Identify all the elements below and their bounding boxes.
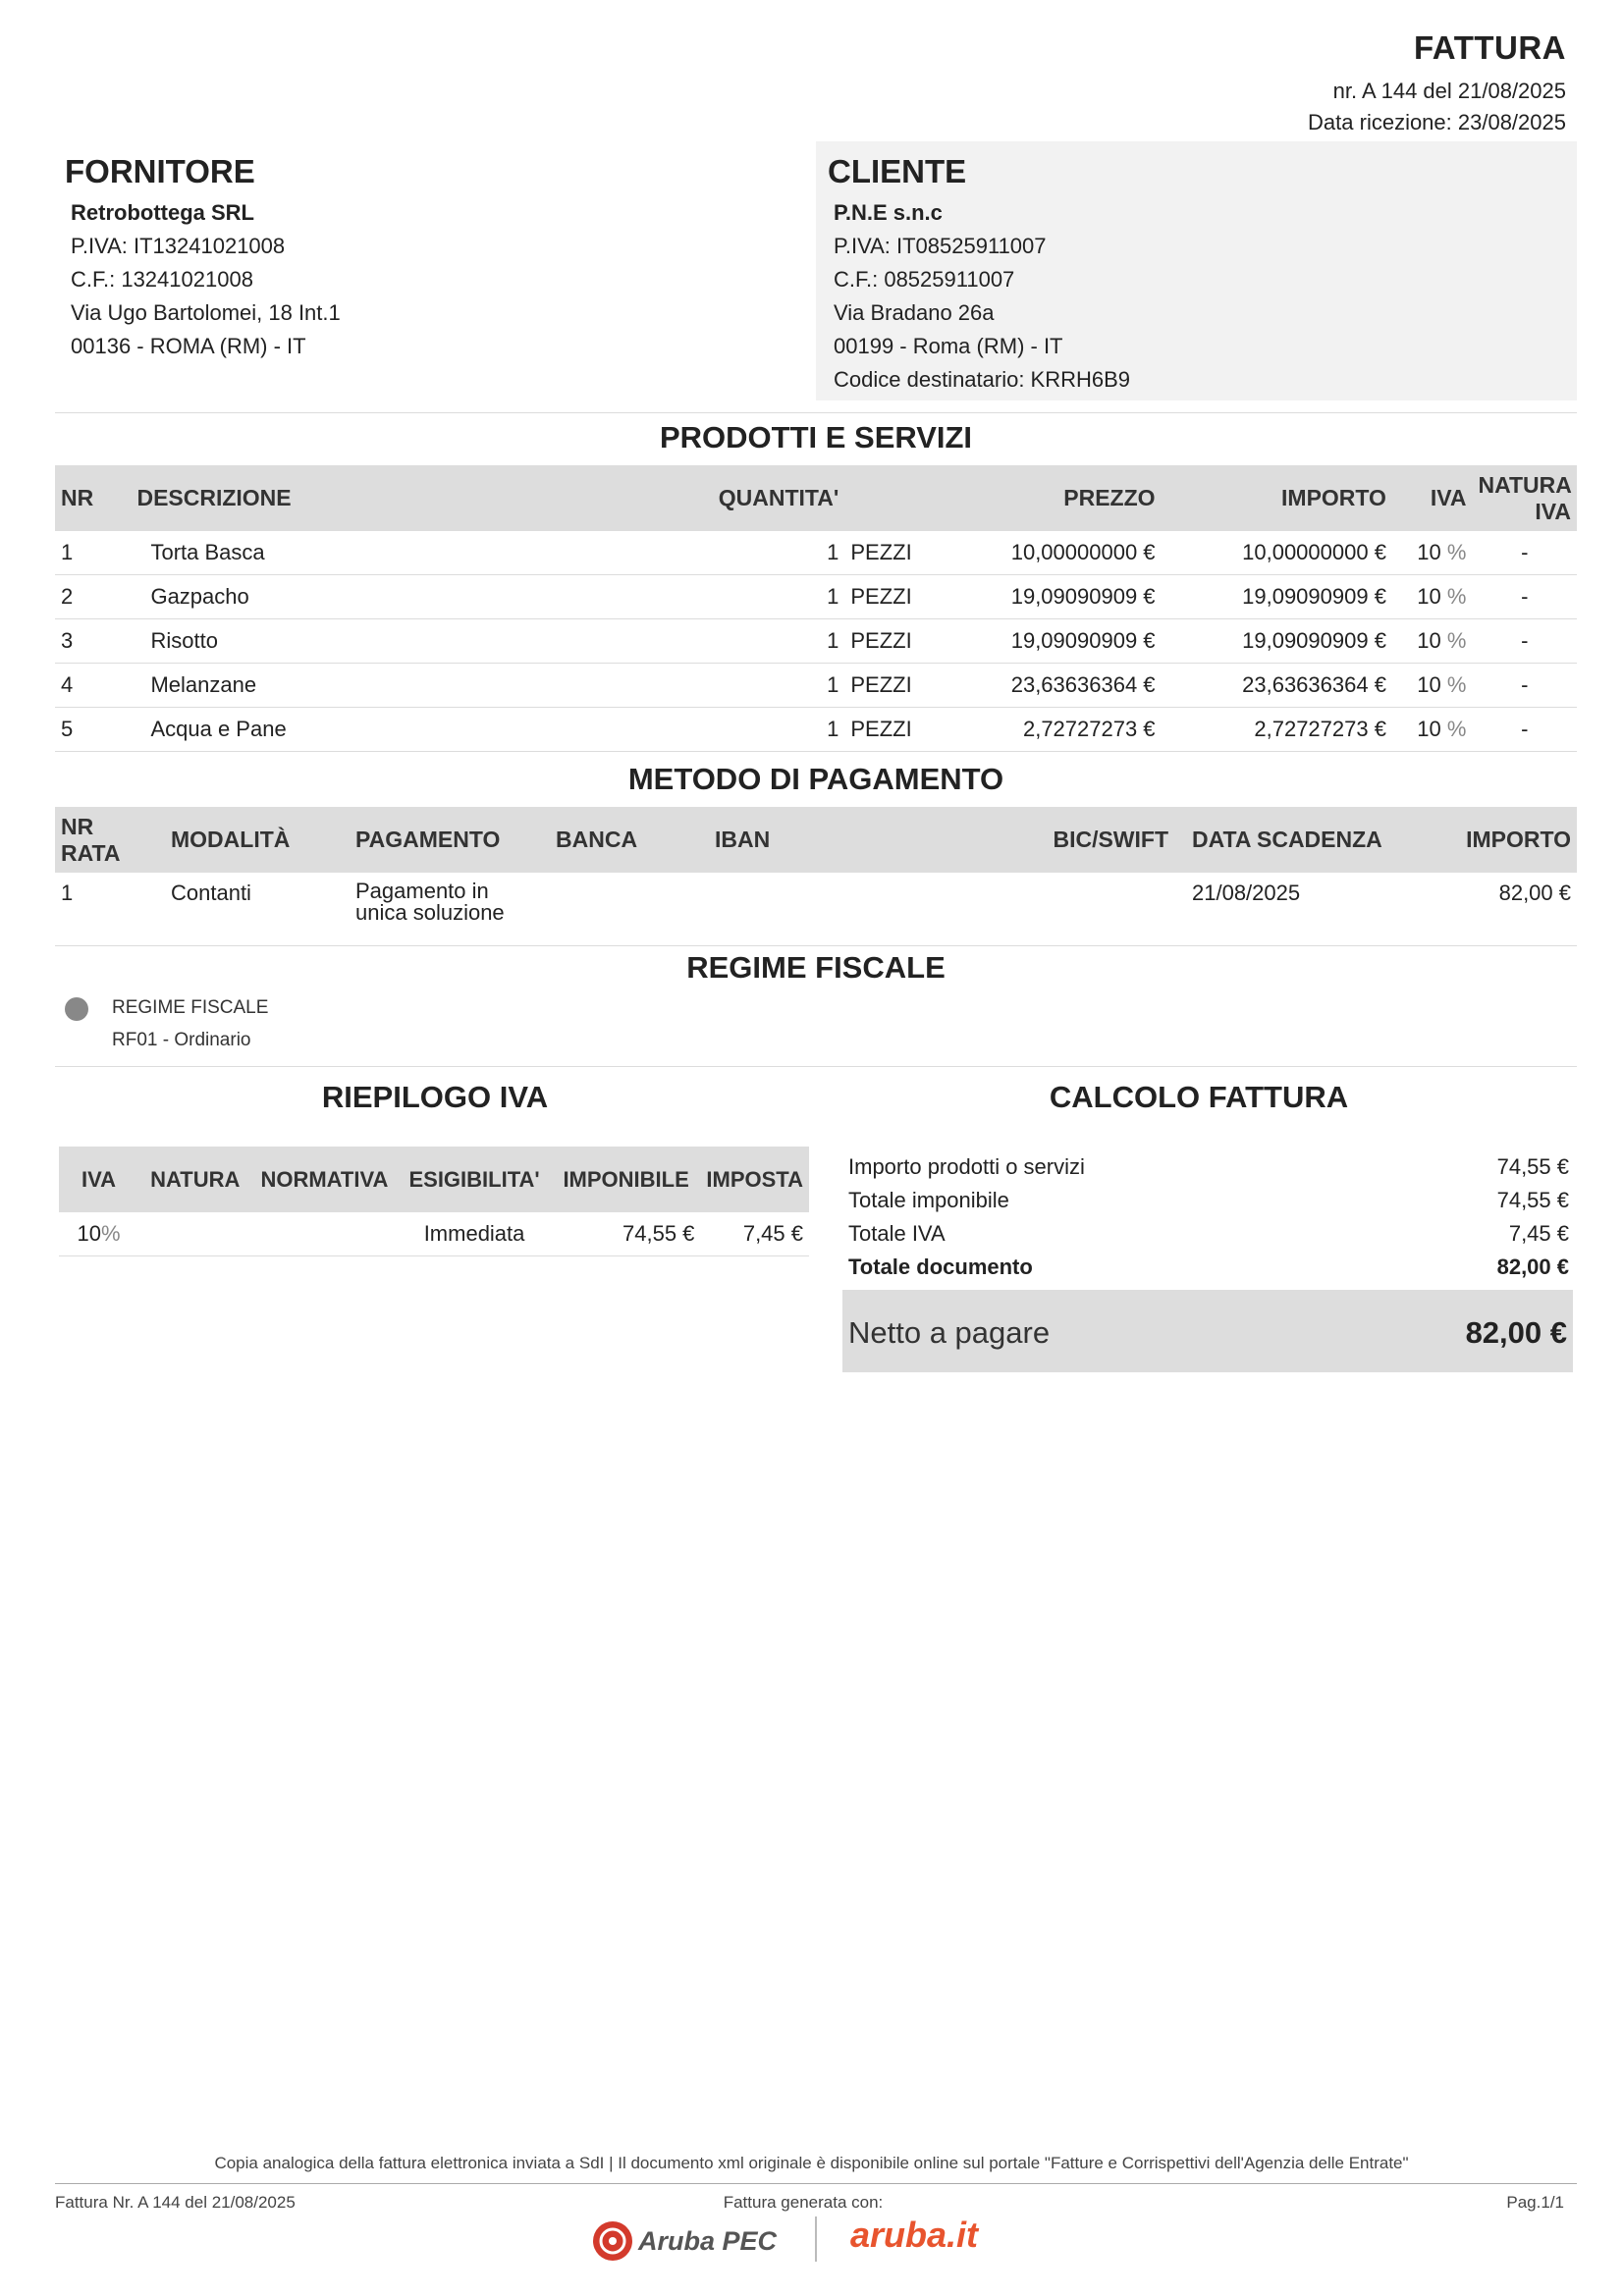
iva-percent: % xyxy=(1446,540,1467,564)
cliente-heading: CLIENTE xyxy=(828,153,967,189)
cliente-cf: C.F.: 08525911007 xyxy=(834,267,1015,292)
footer-page: Pag.1/1 xyxy=(1506,2193,1564,2212)
cliente-name: P.N.E s.n.c xyxy=(834,200,943,225)
cell-descrizione: Risotto xyxy=(131,619,637,664)
cell-nr-rata: 1 xyxy=(55,873,165,946)
col-banca: BANCA xyxy=(550,807,709,873)
col-quantita: QUANTITA' xyxy=(638,465,845,531)
cell-nr: 1 xyxy=(55,531,131,575)
aruba-pec-text: Aruba PEC xyxy=(638,2225,778,2256)
cell-bic xyxy=(956,873,1174,946)
cell-iva xyxy=(1392,575,1473,619)
cell-nr: 3 xyxy=(55,619,131,664)
col-iban: IBAN xyxy=(709,807,956,873)
col-bic: BIC/SWIFT xyxy=(956,807,1174,873)
iva-value: 10 xyxy=(1417,717,1441,741)
cell-quantita: 1 xyxy=(638,708,845,752)
cell-importo: 19,09090909 € xyxy=(1162,575,1392,619)
iva-percent: % xyxy=(1446,717,1467,741)
cell-descrizione: Gazpacho xyxy=(131,575,637,619)
seal-icon xyxy=(591,2219,634,2263)
fornitore-heading: FORNITORE xyxy=(65,153,255,189)
cell-unit: PEZZI xyxy=(844,575,945,619)
cliente-city: 00199 - Roma (RM) - IT xyxy=(834,334,1063,358)
pagamento-line-1: Pagamento in xyxy=(355,879,489,903)
netto-label: Netto a pagare xyxy=(848,1315,1051,1350)
cell-esigibilita: Immediata xyxy=(397,1212,552,1256)
logo-divider xyxy=(815,2216,817,2262)
cell-iva xyxy=(1392,531,1473,575)
cell-descrizione: Acqua e Pane xyxy=(131,708,637,752)
cell-unit: PEZZI xyxy=(844,531,945,575)
cliente-codice: Codice destinatario: KRRH6B9 xyxy=(834,367,1131,392)
cell-descrizione: Torta Basca xyxy=(131,531,637,575)
fornitore-name: Retrobottega SRL xyxy=(71,200,254,225)
col-natura: NATURA xyxy=(138,1147,252,1212)
calc-value: 74,55 € xyxy=(1496,1188,1569,1212)
aruba-pec-logo xyxy=(591,2220,777,2262)
col-imponibile: IMPONIBILE xyxy=(552,1147,701,1212)
col-scadenza: DATA SCADENZA xyxy=(1174,807,1414,873)
col-importo: IMPORTO xyxy=(1414,807,1577,873)
riepilogo-title: RIEPILOGO IVA xyxy=(321,1080,549,1114)
iva-percent: % xyxy=(1446,628,1467,653)
footer-invoice-ref: Fattura Nr. A 144 del 21/08/2025 xyxy=(55,2193,296,2212)
divider xyxy=(55,2183,1577,2184)
table-row xyxy=(55,619,1577,664)
footer-note: Copia analogica della fattura elettronica inviata a SdI | Il documento xml originale è disponibile online sul portale "Fatture e Corrispettivi dell'Agenzia delle Entrate" xyxy=(214,2154,1409,2172)
bullet-icon xyxy=(65,997,88,1021)
cell-natura xyxy=(138,1212,252,1256)
cell-importo: 10,00000000 € xyxy=(1162,531,1392,575)
fornitore-piva: P.IVA: IT13241021008 xyxy=(71,234,286,258)
table-row xyxy=(55,708,1577,752)
cell-importo: 23,63636364 € xyxy=(1162,664,1392,708)
list-item xyxy=(848,1255,1569,1288)
cell-unit: PEZZI xyxy=(844,708,945,752)
list-item xyxy=(848,1188,1569,1221)
cell-prezzo: 10,00000000 € xyxy=(945,531,1162,575)
cell-natura: - xyxy=(1472,575,1577,619)
iva-percent: % xyxy=(1446,672,1467,697)
cell-prezzo: 23,63636364 € xyxy=(945,664,1162,708)
table-row xyxy=(55,575,1577,619)
regime-title: REGIME FISCALE xyxy=(686,950,946,985)
cell-importo: 82,00 € xyxy=(1414,873,1577,946)
invoice-title: FATTURA xyxy=(1413,29,1566,66)
cell-normativa xyxy=(252,1212,398,1256)
cell-nr: 5 xyxy=(55,708,131,752)
calc-value: 74,55 € xyxy=(1496,1154,1569,1179)
table-row xyxy=(55,664,1577,708)
col-descrizione: DESCRIZIONE xyxy=(131,465,637,531)
cell-prezzo: 19,09090909 € xyxy=(945,575,1162,619)
fornitore-section xyxy=(65,153,341,363)
cell-natura: - xyxy=(1472,619,1577,664)
cell-natura: - xyxy=(1472,531,1577,575)
cell-descrizione: Melanzane xyxy=(131,664,637,708)
cell-iva xyxy=(1392,619,1473,664)
cell-quantita: 1 xyxy=(638,531,845,575)
cell-pagamento xyxy=(350,873,550,946)
col-natura-iva: NATURA IVA xyxy=(1472,465,1577,531)
list-item xyxy=(848,1221,1569,1255)
col-iva: IVA xyxy=(1392,465,1473,531)
col-modalita: MODALITÀ xyxy=(165,807,350,873)
prodotti-header-row xyxy=(55,465,1577,531)
iva-value: 10 xyxy=(77,1221,101,1246)
cell-iva xyxy=(1392,708,1473,752)
fornitore-address: Via Ugo Bartolomei, 18 Int.1 xyxy=(71,300,341,325)
cell-quantita: 1 xyxy=(638,619,845,664)
cell-importo: 19,09090909 € xyxy=(1162,619,1392,664)
prodotti-title: PRODOTTI E SERVIZI xyxy=(659,420,973,454)
iva-value: 10 xyxy=(1417,672,1441,697)
calcolo-list xyxy=(848,1154,1569,1288)
iva-percent: % xyxy=(100,1221,121,1246)
aruba-it-logo: aruba.it xyxy=(850,2215,979,2255)
cell-nr: 4 xyxy=(55,664,131,708)
col-normativa: NORMATIVA xyxy=(252,1147,398,1212)
prodotti-table xyxy=(55,465,1577,752)
cell-banca xyxy=(550,873,709,946)
col-pagamento: PAGAMENTO xyxy=(350,807,550,873)
pagamento-title: METODO DI PAGAMENTO xyxy=(627,762,1004,796)
cell-modalita: Contanti xyxy=(165,873,350,946)
calc-label: Totale imponibile xyxy=(848,1188,1009,1212)
table-row xyxy=(55,873,1577,946)
table-row xyxy=(59,1212,809,1256)
col-esigibilita: ESIGIBILITA' xyxy=(397,1147,552,1212)
col-importo: IMPORTO xyxy=(1162,465,1392,531)
cell-quantita: 1 xyxy=(638,664,845,708)
cliente-piva: P.IVA: IT08525911007 xyxy=(834,234,1047,258)
regime-label: REGIME FISCALE xyxy=(112,997,269,1018)
cell-imponibile: 74,55 € xyxy=(552,1212,701,1256)
pagamento-table xyxy=(55,807,1577,946)
pagamento-line-2: unica soluzione xyxy=(355,900,505,925)
col-nr: NR xyxy=(55,465,131,531)
cell-importo: 2,72727273 € xyxy=(1162,708,1392,752)
iva-value: 10 xyxy=(1417,540,1441,564)
list-item xyxy=(848,1154,1569,1188)
calc-label: Totale IVA xyxy=(848,1221,946,1246)
fornitore-city: 00136 - ROMA (RM) - IT xyxy=(71,334,306,358)
cell-iban xyxy=(709,873,956,946)
cliente-address: Via Bradano 26a xyxy=(834,300,995,325)
iva-value: 10 xyxy=(1417,628,1441,653)
calc-label: Importo prodotti o servizi xyxy=(848,1154,1085,1179)
iva-value: 10 xyxy=(1417,584,1441,609)
cell-natura: - xyxy=(1472,664,1577,708)
cliente-box xyxy=(816,141,1577,400)
riepilogo-table xyxy=(59,1147,809,1256)
cell-iva xyxy=(1392,664,1473,708)
divider xyxy=(55,412,1577,413)
invoice-number: nr. A 144 del 21/08/2025 xyxy=(1332,79,1566,103)
cell-nr: 2 xyxy=(55,575,131,619)
cell-unit: PEZZI xyxy=(844,619,945,664)
pagamento-header-row xyxy=(55,807,1577,873)
regime-value: RF01 - Ordinario xyxy=(112,1030,251,1050)
cell-prezzo: 2,72727273 € xyxy=(945,708,1162,752)
col-unit xyxy=(844,465,945,531)
footer-generated: Fattura generata con: xyxy=(723,2193,884,2212)
received-date: Data ricezione: 23/08/2025 xyxy=(1308,110,1566,134)
cell-scadenza: 21/08/2025 xyxy=(1174,873,1414,946)
divider xyxy=(55,1066,1577,1067)
col-nr-rata: NR RATA xyxy=(55,807,165,873)
cell-quantita: 1 xyxy=(638,575,845,619)
col-iva: IVA xyxy=(59,1147,138,1212)
calc-label: Totale documento xyxy=(848,1255,1033,1279)
col-imposta: IMPOSTA xyxy=(700,1147,809,1212)
calc-value: 82,00 € xyxy=(1496,1255,1569,1279)
cell-natura: - xyxy=(1472,708,1577,752)
riepilogo-header-row xyxy=(59,1147,809,1212)
calcolo-title: CALCOLO FATTURA xyxy=(1049,1080,1349,1114)
netto-box xyxy=(842,1290,1573,1372)
cell-unit: PEZZI xyxy=(844,664,945,708)
col-prezzo: PREZZO xyxy=(945,465,1162,531)
calc-value: 7,45 € xyxy=(1508,1221,1569,1246)
cell-imposta: 7,45 € xyxy=(700,1212,809,1256)
table-row xyxy=(55,531,1577,575)
cell-iva xyxy=(59,1212,138,1256)
cell-prezzo: 19,09090909 € xyxy=(945,619,1162,664)
fornitore-cf: C.F.: 13241021008 xyxy=(71,267,253,292)
iva-percent: % xyxy=(1446,584,1467,609)
netto-value: 82,00 € xyxy=(1465,1315,1567,1350)
